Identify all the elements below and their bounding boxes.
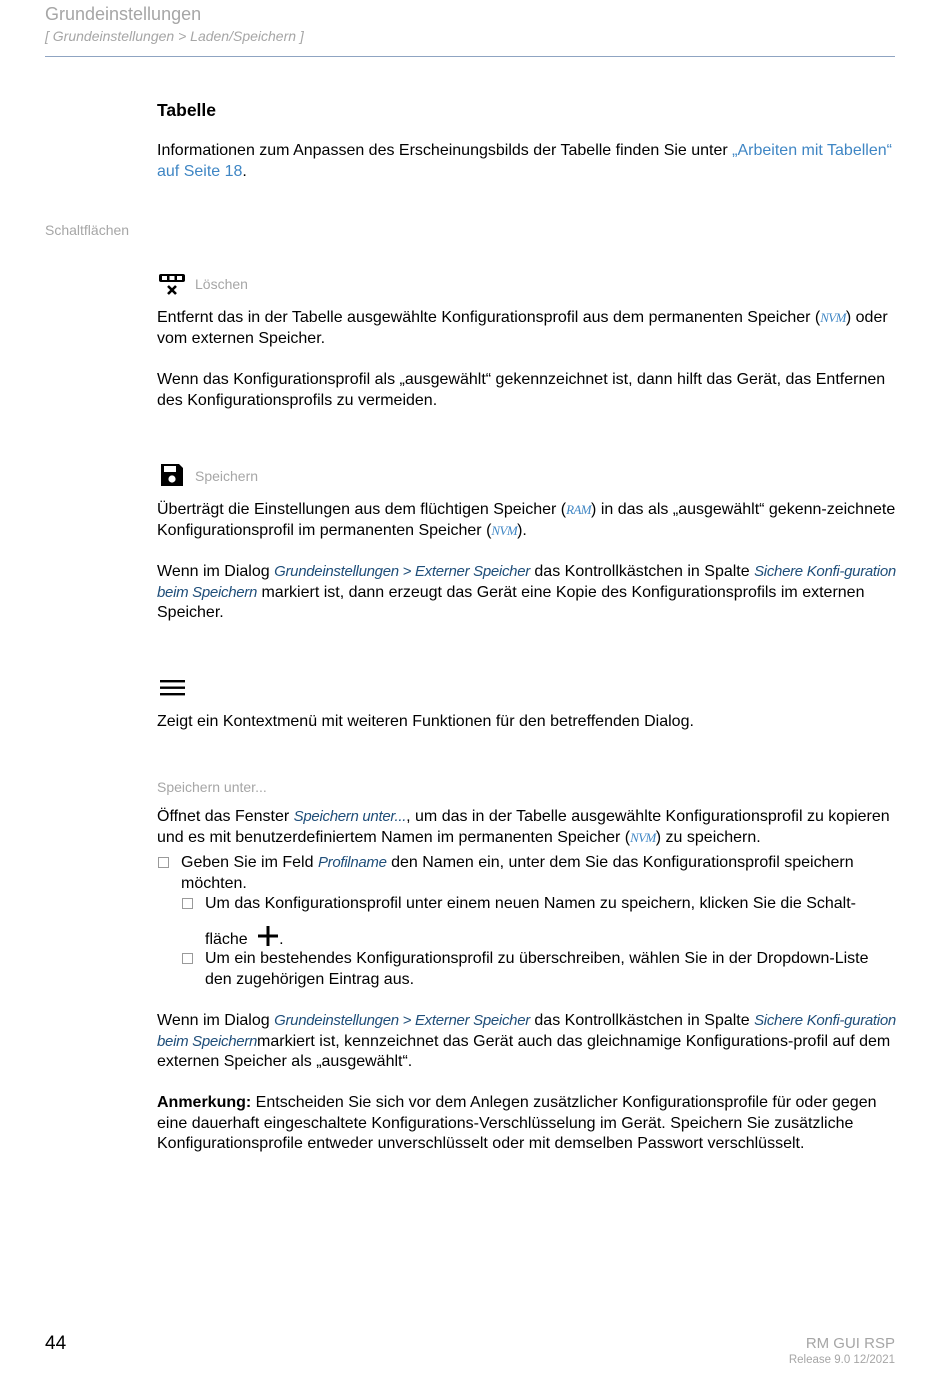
speichern-p2-text-b: das Kontrollkästchen in Spalte (529, 563, 755, 580)
sub-bullet-overwrite: Um ein bestehendes Konfigurationsprofil zu überschreiben, wählen Sie in der Dropdown-Liste den zugehörigen Eintrag aus. (205, 950, 869, 988)
delete-profile-icon (158, 272, 186, 301)
sub-bullet-box-icon (182, 898, 193, 909)
button-label-loeschen: Löschen (195, 276, 248, 292)
tabelle-text: Informationen zum Anpassen des Erscheinungsbilds der Tabelle finden Sie unter (157, 142, 733, 159)
speichern-text-b: ) in das als „ausgewählt“ gekenn-zeichnete Konfigurationsprofil im permanenten Speicher ( (157, 501, 896, 539)
bullet1-text-a: Geben Sie im Feld (181, 854, 318, 871)
speichern-text-c: ). (517, 521, 527, 539)
tabelle-text-end: . (242, 162, 247, 180)
speichern-paragraph-1 (157, 500, 897, 541)
mib-nvm: NVM (630, 829, 656, 845)
note-paragraph (157, 1093, 897, 1155)
footer-product: RM GUI RSP (805, 1335, 895, 1352)
floppy-disk-icon (159, 462, 185, 493)
mib-nvm: NVM (491, 522, 518, 538)
ui-ref-speichern-unter: Speichern unter... (293, 808, 407, 825)
speichern-paragraph-2 (157, 562, 897, 624)
link-arbeiten-mit-tabellen[interactable]: „Arbeiten mit Tabellen“ auf Seite 18 (157, 142, 892, 180)
footer-release: Release 9.0 12/2021 (788, 1354, 895, 1366)
tabelle-paragraph (157, 141, 897, 182)
bullet1-text-b: den Namen ein, unter dem Sie das Konfigurationsprofil speichern möchten. (181, 854, 854, 892)
bullet-box-icon (158, 857, 169, 868)
loeschen-text-b: ) oder vom externen Speicher. (157, 309, 888, 347)
bullet-profilname (181, 853, 897, 894)
ui-ref-externer-speicher: Grundeinstellungen > Externer Speicher (274, 563, 530, 580)
su-text-a: Öffnet das Fenster (157, 808, 294, 825)
mib-nvm: NVM (820, 310, 846, 325)
speichern-text-a: Überträgt die Einstellungen aus dem flüchtigen Speicher ( (157, 501, 567, 518)
sub-bullet-box-icon (182, 953, 193, 964)
su-p2-text-c: markiert ist, kennzeichnet das Gerät auch das gleichnamige Konfigurations-profil auf dem externen Speicher als „ausgewählt“. (157, 1032, 891, 1070)
speichern-unter-paragraph-2 (157, 1011, 897, 1073)
ui-ref-externer-speicher: Grundeinstellungen > Externer Speicher (274, 1012, 530, 1029)
note-label: Anmerkung: (157, 1094, 252, 1111)
sub1-text-b: fläche (205, 931, 248, 948)
su-p2-text-b: das Kontrollkästchen in Spalte (529, 1012, 755, 1029)
breadcrumb: [ Grundeinstellungen > Laden/Speichern ] (45, 28, 304, 44)
ui-ref-profilname: Profilname (317, 854, 387, 871)
ui-ref-sichere-konfiguration: Sichere Konfi-guration beim Speichern (157, 563, 896, 601)
sub-bullet-new-name-line-1: Um das Konfigurationsprofil unter einem neuen Namen zu speichern, klicken Sie die Schalt- (205, 895, 857, 912)
loeschen-paragraph-2: Wenn das Konfigurationsprofil als „ausgewählt“ gekennzeichnet ist, dann hilft das Gerät, das Entfernen des Konfigurationsprofils zu vermeiden. (157, 371, 886, 409)
loeschen-paragraph-1 (157, 308, 897, 349)
section-heading-tabelle: Tabelle (157, 100, 217, 120)
button-label-speichern: Speichern (195, 468, 259, 484)
header-title: Grundeinstellungen (45, 4, 202, 24)
side-label-schaltflaechen: Schaltflächen (45, 222, 130, 238)
su-text-c: ) zu speichern. (655, 828, 761, 846)
header-divider (45, 56, 895, 57)
note-text: Entscheiden Sie sich vor dem Anlegen zusätzlicher Konfigurationsprofile für oder gegen eine dauerhaft eingeschaltete Konfigurations-Verschlüsselung im Gerät. Speichern Sie zusätzliche Konfigurationsprofile entweder unverschlüsselt oder mit demselben Passwort verschlüsselt. (157, 1094, 877, 1152)
loeschen-text-a: Entfernt das in der Tabelle ausgewählte Konfigurationsprofil aus dem permanenten Speicher ( (157, 309, 821, 326)
su-p2-text-a: Wenn im Dialog (157, 1012, 275, 1029)
speichern-unter-paragraph-1 (157, 807, 897, 848)
menu-item-label-speichern-unter: Speichern unter... (157, 779, 267, 795)
speichern-p2-text-a: Wenn im Dialog (157, 563, 275, 580)
menu-paragraph: Zeigt ein Kontextmenü mit weiteren Funktionen für den betreffenden Dialog. (157, 713, 694, 730)
speichern-p2-text-c: markiert ist, dann erzeugt das Gerät eine Kopie des Konfigurationsprofils im externen Speicher. (157, 583, 865, 621)
page-number: 44 (45, 1333, 67, 1354)
ui-ref-sichere-konfiguration: Sichere Konfi-guration beim Speichern (157, 1012, 896, 1050)
mib-ram: RAM (566, 502, 592, 517)
su-text-b: , um das in der Tabelle ausgewählte Konfigurationsprofil zu kopieren und es mit benutzerdefiniertem Namen im permanenten Speicher ( (157, 808, 890, 846)
hamburger-menu-icon (160, 678, 186, 703)
sub1-text-c: . (279, 931, 284, 948)
